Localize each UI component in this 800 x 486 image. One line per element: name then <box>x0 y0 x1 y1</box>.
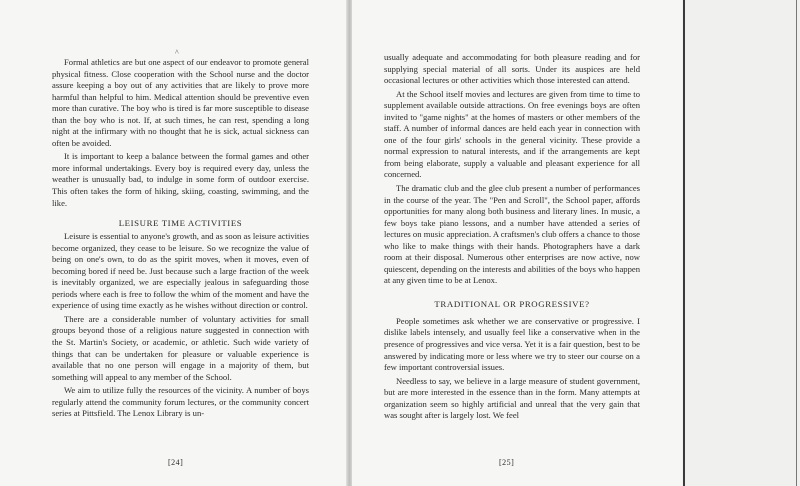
page-number: [25] <box>499 458 515 467</box>
paragraph: usually adequate and accommodating for both pleasure reading and for supplying special material of all sorts. Under its auspices are held occasional lectures or other activities which those interested can attend. <box>384 52 640 86</box>
pencil-mark: ^ <box>175 48 179 57</box>
left-page <box>0 0 348 486</box>
right-page <box>352 0 682 486</box>
paragraph: There are a considerable number of voluntary activities for small groups beyond those of a religious nature suggested in connection with the St. Martin's Society, or academic, or athletic. Such wide variety of things that can be undertaken for pleasure or valuable experience is available that no one person will engage in a majority of them, but something will appeal to any member of the School. <box>52 313 309 382</box>
paragraph: Needless to say, we believe in a large measure of student government, but are more interested in the essence than in the form. Many attempts at organization seem so highly artificial and unreal that the very gain that was sought after is largely lost. We feel <box>384 375 640 421</box>
section-heading: TRADITIONAL OR PROGRESSIVE? <box>434 298 590 309</box>
paragraph: It is important to keep a balance between the formal games and other more informal undertakings. Every boy is required every day, unless the weather is unusually bad, to indulge in some form of outdoor exercise. This often takes the form of hiking, skiing, coasting, swimming, and the like. <box>52 151 309 208</box>
paragraph: At the School itself movies and lectures are given from time to time to supplement available outside attractions. On free evenings boys are often invited to "game nights" at the homes of masters or other members of the staff. A number of informal dances are held each year in connection with one of the four girls' schools in the general vicinity. These provide a normal expression to natural interests, and if the arrangements are kept from being elaborate, supply a valuable and pleasant experience for all concerned. <box>384 88 640 180</box>
paragraph: We aim to utilize fully the resources of the vicinity. A number of boys regularly attend the community forum lectures, or the community concert series at Pittsfield. The Lenox Library is un- <box>52 385 309 419</box>
left-text-column <box>52 57 309 420</box>
paragraph: People sometimes ask whether we are conservative or progressive. I dislike labels intensely, and usually feel like a conservative when in the presence of progressives and vice versa. Yet it is a fair question, best to be answered by indicating more or less where we try to steer our course on a few important controversial issues. <box>384 315 640 373</box>
paragraph: Leisure is essential to anyone's growth, and as soon as leisure activities become organized, they cease to be leisure. So we recognize the value of being on one's own, to do as the spirit moves, when it moves, even of becoming bored if need be. Just because such a large fraction of the week is inevitably organized, we are especially jealous in safeguarding those periods where each is free to follow the whim of the moment and have the experience of using time exactly as he wishes without direction or control. <box>52 231 309 311</box>
right-text-column <box>384 52 640 422</box>
section-heading: LEISURE TIME ACTIVITIES <box>118 218 243 229</box>
paragraph: The dramatic club and the glee club present a number of performances in the course of the year. The "Pen and Scroll", the School paper, affords opportunities for many along both business and literary lines. In music, a few boys take piano lessons, and a number have attended a series of lectures on music appreciation. A craftsmen's club offers a chance to those who like to make things with their hands. Photographers have a dark room at their disposal. Numerous other enterprises are now active, now quiescent, depending on the interests and abilities of the boys who happen at any given time to be at Lenox. <box>384 183 640 286</box>
scan-margin <box>682 0 800 486</box>
page-edge-line <box>683 0 685 486</box>
paragraph: Formal athletics are but one aspect of our endeavor to promote general physical fitness. Close cooperation with the School nurse and the doctor assure keeping a boy out of any activities that are likely to prove more harmful than helpful to him. Medical attention should be preventive even more than curative. The boy who is tired is far more susceptible to disease than the boy who is not. If, at such times, he can rest, spending a long night at the infirmary with no thought that he is sick, actual sickness can often be avoided. <box>52 57 309 148</box>
page-edge-line <box>796 0 797 486</box>
page-number: [24] <box>168 458 184 467</box>
